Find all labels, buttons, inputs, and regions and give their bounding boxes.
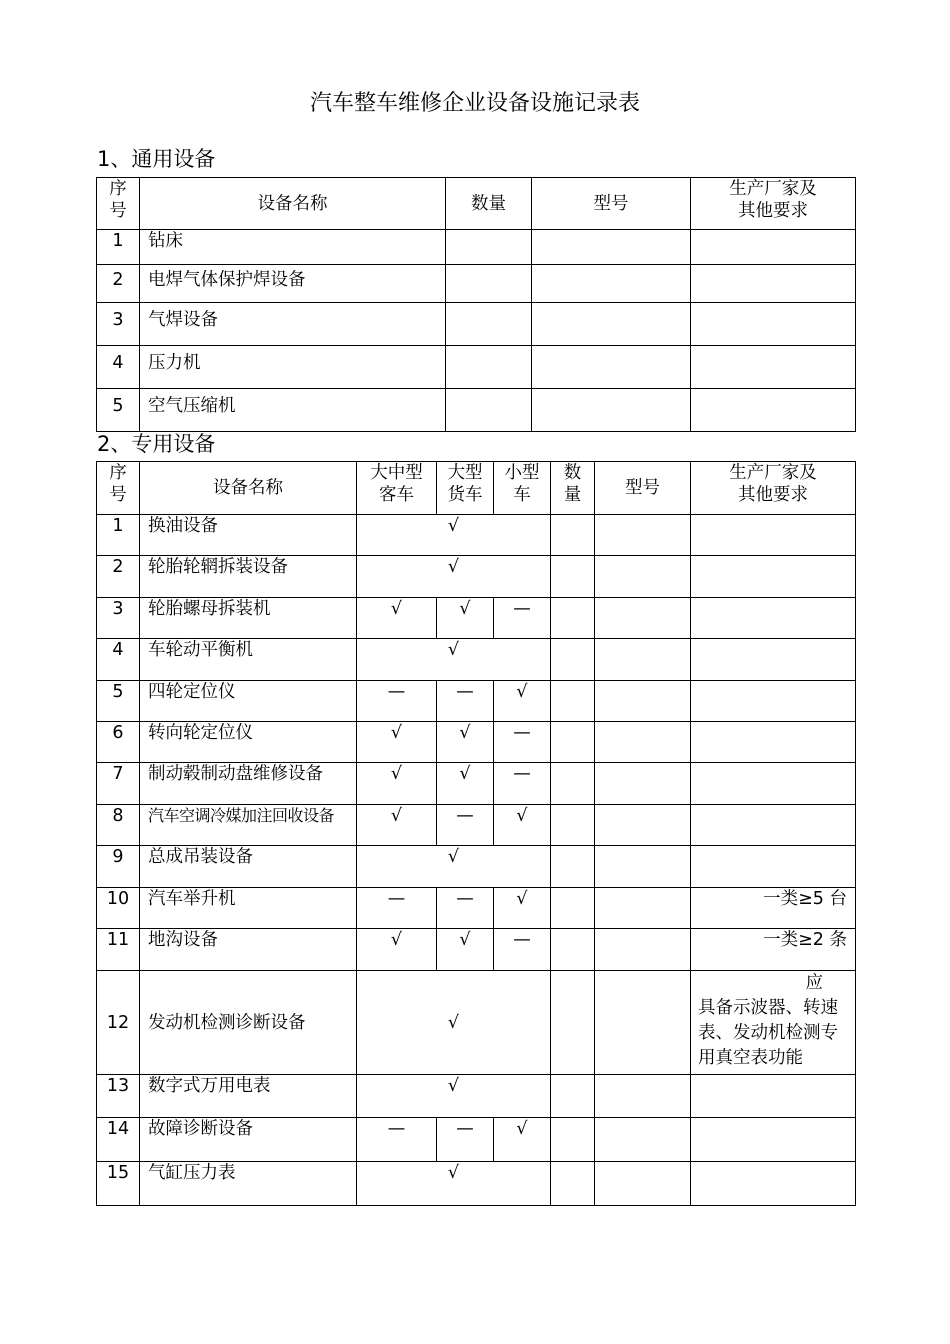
header-maker: 生产厂家及 其他要求 — [691, 462, 856, 515]
applicability-all: √ — [357, 515, 551, 556]
general-equipment-table — [96, 177, 856, 432]
header-qty: 数 量 — [551, 462, 595, 515]
applicability-small-car: — — [494, 929, 551, 971]
equipment-name: 发动机检测诊断设备 — [140, 971, 357, 1075]
header-name: 设备名称 — [140, 178, 446, 230]
qty-cell — [551, 722, 595, 763]
qty-cell — [551, 888, 595, 929]
qty-cell — [446, 230, 532, 265]
equipment-name: 换油设备 — [140, 515, 357, 556]
table-row — [97, 805, 856, 846]
model-cell — [532, 389, 691, 432]
qty-cell — [551, 805, 595, 846]
applicability-large-truck: √ — [437, 763, 494, 805]
row-number: 15 — [97, 1162, 140, 1206]
row-number: 10 — [97, 888, 140, 929]
row-number: 3 — [97, 598, 140, 639]
maker-cell — [691, 805, 856, 846]
row-number: 1 — [97, 230, 140, 265]
maker-cell — [691, 681, 856, 722]
equipment-name: 四轮定位仪 — [140, 681, 357, 722]
maker-cell — [691, 556, 856, 598]
equipment-name: 车轮动平衡机 — [140, 639, 357, 681]
equipment-name: 气缸压力表 — [140, 1162, 357, 1206]
row-number: 14 — [97, 1118, 140, 1162]
requirement-note — [691, 971, 856, 1075]
table-row — [97, 515, 856, 556]
equipment-name: 转向轮定位仪 — [140, 722, 357, 763]
table-row — [97, 763, 856, 805]
model-cell — [532, 265, 691, 303]
header-large-truck: 大型 货车 — [437, 462, 494, 515]
model-cell — [532, 303, 691, 346]
applicability-large-bus: — — [357, 1118, 437, 1162]
table-row — [97, 846, 856, 888]
model-cell — [595, 722, 691, 763]
qty-cell — [446, 303, 532, 346]
section-heading-special: 2、专用设备 — [97, 432, 216, 456]
qty-cell — [551, 681, 595, 722]
maker-cell — [691, 763, 856, 805]
table-row — [97, 929, 856, 971]
applicability-small-car: — — [494, 598, 551, 639]
qty-cell — [551, 1118, 595, 1162]
equipment-name: 总成吊装设备 — [140, 846, 357, 888]
requirement-note-first: 应 — [805, 973, 823, 993]
applicability-small-car: √ — [494, 805, 551, 846]
header-seq: 序 号 — [97, 178, 140, 230]
applicability-large-bus: — — [357, 681, 437, 722]
applicability-large-truck: — — [437, 805, 494, 846]
applicability-small-car: √ — [494, 681, 551, 722]
maker-cell — [691, 303, 856, 346]
equipment-name: 地沟设备 — [140, 929, 357, 971]
qty-cell — [551, 1162, 595, 1206]
qty-cell — [551, 846, 595, 888]
row-number: 3 — [97, 303, 140, 346]
header-model: 型号 — [595, 462, 691, 515]
qty-cell — [551, 556, 595, 598]
model-cell — [532, 230, 691, 265]
applicability-small-car: — — [494, 722, 551, 763]
qty-cell — [551, 971, 595, 1075]
equipment-name: 汽车举升机 — [140, 888, 357, 929]
row-number: 9 — [97, 846, 140, 888]
table-row — [97, 639, 856, 681]
table-row — [97, 556, 856, 598]
header-qty: 数量 — [446, 178, 532, 230]
qty-cell — [551, 763, 595, 805]
applicability-all: √ — [357, 846, 551, 888]
equipment-name: 压力机 — [140, 346, 446, 389]
model-cell — [595, 805, 691, 846]
requirement-note: 一类≥2 条 — [691, 929, 856, 971]
requirement-note: 一类≥5 台 — [691, 888, 856, 929]
model-cell — [595, 1118, 691, 1162]
requirement-note-text: 具备示波器、转速表、发动机检测专用真空表功能 — [698, 998, 838, 1068]
applicability-all: √ — [357, 1162, 551, 1206]
table-row — [97, 971, 856, 1075]
model-cell — [595, 515, 691, 556]
qty-cell — [551, 1075, 595, 1118]
qty-cell — [551, 515, 595, 556]
maker-cell — [691, 346, 856, 389]
row-number: 8 — [97, 805, 140, 846]
row-number: 6 — [97, 722, 140, 763]
maker-cell — [691, 1118, 856, 1162]
applicability-small-car: √ — [494, 888, 551, 929]
row-number: 13 — [97, 1075, 140, 1118]
row-number: 1 — [97, 515, 140, 556]
maker-cell — [691, 389, 856, 432]
qty-cell — [446, 265, 532, 303]
equipment-name: 轮胎轮辋拆装设备 — [140, 556, 357, 598]
applicability-all: √ — [357, 971, 551, 1075]
table-row — [97, 598, 856, 639]
table-row — [97, 265, 856, 303]
row-number: 2 — [97, 265, 140, 303]
maker-cell — [691, 846, 856, 888]
model-cell — [595, 763, 691, 805]
equipment-name: 汽车空调冷媒加注回收设备 — [140, 805, 357, 846]
equipment-name: 空气压缩机 — [140, 389, 446, 432]
row-number: 11 — [97, 929, 140, 971]
applicability-large-bus: √ — [357, 929, 437, 971]
maker-cell — [691, 598, 856, 639]
equipment-name: 钻床 — [140, 230, 446, 265]
table-row — [97, 888, 856, 929]
model-cell — [595, 556, 691, 598]
model-cell — [595, 639, 691, 681]
equipment-name: 电焊气体保护焊设备 — [140, 265, 446, 303]
row-number: 2 — [97, 556, 140, 598]
row-number: 12 — [97, 971, 140, 1075]
maker-cell — [691, 1075, 856, 1118]
applicability-large-truck: — — [437, 1118, 494, 1162]
applicability-large-bus: — — [357, 888, 437, 929]
header-small-car: 小型 车 — [494, 462, 551, 515]
applicability-large-truck: — — [437, 888, 494, 929]
header-large-bus: 大中型 客车 — [357, 462, 437, 515]
model-cell — [595, 971, 691, 1075]
applicability-all: √ — [357, 556, 551, 598]
maker-cell — [691, 230, 856, 265]
header-maker: 生产厂家及 其他要求 — [691, 178, 856, 230]
applicability-all: √ — [357, 1075, 551, 1118]
model-cell — [595, 598, 691, 639]
applicability-large-bus: √ — [357, 722, 437, 763]
table-row — [97, 681, 856, 722]
maker-cell — [691, 265, 856, 303]
table-row — [97, 389, 856, 432]
equipment-name: 故障诊断设备 — [140, 1118, 357, 1162]
maker-cell — [691, 639, 856, 681]
model-cell — [595, 846, 691, 888]
model-cell — [595, 1162, 691, 1206]
model-cell — [532, 346, 691, 389]
table-row — [97, 230, 856, 265]
qty-cell — [551, 598, 595, 639]
row-number: 4 — [97, 346, 140, 389]
page-title: 汽车整车维修企业设备设施记录表 — [309, 91, 640, 116]
equipment-name: 制动毂制动盘维修设备 — [140, 763, 357, 805]
applicability-large-truck: — — [437, 681, 494, 722]
model-cell — [595, 929, 691, 971]
applicability-large-truck: √ — [437, 598, 494, 639]
equipment-name: 气焊设备 — [140, 303, 446, 346]
table-row — [97, 1118, 856, 1162]
maker-cell — [691, 515, 856, 556]
applicability-large-bus: √ — [357, 763, 437, 805]
model-cell — [595, 1075, 691, 1118]
equipment-name: 轮胎螺母拆装机 — [140, 598, 357, 639]
maker-cell — [691, 722, 856, 763]
applicability-large-bus: √ — [357, 805, 437, 846]
applicability-large-bus: √ — [357, 598, 437, 639]
header-seq: 序 号 — [97, 462, 140, 515]
table-row — [97, 346, 856, 389]
model-cell — [595, 888, 691, 929]
header-model: 型号 — [532, 178, 691, 230]
qty-cell — [446, 389, 532, 432]
applicability-large-truck: √ — [437, 929, 494, 971]
table-row — [97, 1162, 856, 1206]
model-cell — [595, 681, 691, 722]
section-heading-general: 1、通用设备 — [97, 147, 216, 171]
header-name: 设备名称 — [140, 462, 357, 515]
applicability-all: √ — [357, 639, 551, 681]
row-number: 4 — [97, 639, 140, 681]
row-number: 5 — [97, 681, 140, 722]
special-equipment-table — [96, 461, 856, 1206]
applicability-small-car: √ — [494, 1118, 551, 1162]
qty-cell — [551, 929, 595, 971]
equipment-name: 数字式万用电表 — [140, 1075, 357, 1118]
qty-cell — [446, 346, 532, 389]
table-row — [97, 722, 856, 763]
table-row — [97, 303, 856, 346]
table-row — [97, 1075, 856, 1118]
applicability-large-truck: √ — [437, 722, 494, 763]
row-number: 7 — [97, 763, 140, 805]
maker-cell — [691, 1162, 856, 1206]
qty-cell — [551, 639, 595, 681]
row-number: 5 — [97, 389, 140, 432]
applicability-small-car: — — [494, 763, 551, 805]
